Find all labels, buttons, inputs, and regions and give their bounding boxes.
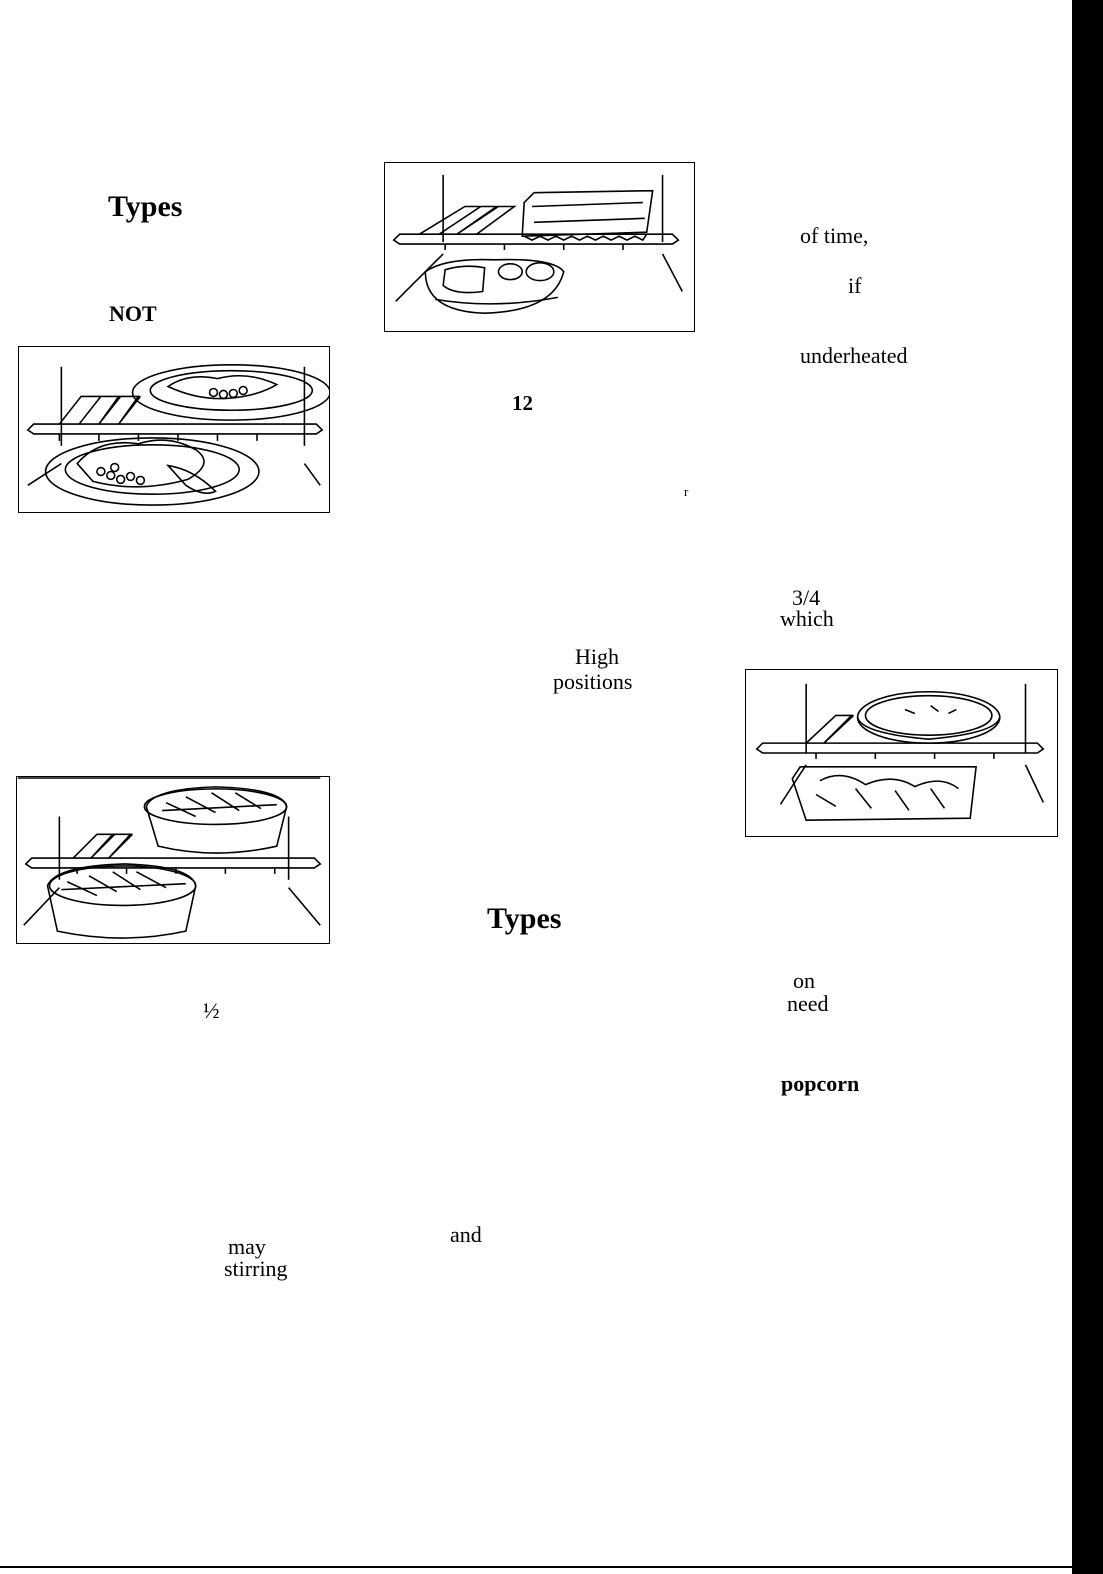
figure-pie-on-rack bbox=[745, 669, 1058, 837]
figure-plates-on-rack bbox=[18, 346, 330, 513]
if-word: if bbox=[848, 273, 862, 298]
of-time-phrase: of time, bbox=[800, 223, 869, 248]
stray-mark: r bbox=[684, 484, 689, 499]
types-heading-left: Types bbox=[108, 190, 183, 223]
bottom-rule bbox=[0, 1566, 1072, 1568]
plates-illustration bbox=[19, 347, 329, 512]
figure-tray-dinners-on-rack bbox=[384, 162, 695, 332]
high-word: High bbox=[575, 644, 619, 669]
not-label: NOT bbox=[109, 301, 157, 326]
may-word: may bbox=[228, 1234, 266, 1259]
three-quarters: 3/4 bbox=[792, 585, 821, 610]
figure-casseroles-on-rack bbox=[16, 776, 330, 944]
pie-illustration bbox=[746, 670, 1057, 836]
which-word: which bbox=[780, 606, 834, 631]
tray-dinners-illustration bbox=[385, 163, 694, 331]
page-edge-bar bbox=[1072, 0, 1103, 1574]
types-heading-center: Types bbox=[487, 902, 562, 935]
casseroles-illustration bbox=[17, 777, 329, 943]
positions-word: positions bbox=[553, 669, 633, 694]
popcorn-word: popcorn bbox=[781, 1071, 860, 1096]
twelve-number: 12 bbox=[512, 391, 533, 415]
on-word: on bbox=[793, 968, 815, 993]
stirring-word: stirring bbox=[224, 1256, 288, 1281]
half-fraction: ½ bbox=[203, 998, 220, 1023]
and-word: and bbox=[450, 1222, 482, 1247]
need-word: need bbox=[787, 991, 829, 1016]
underheated-word: underheated bbox=[800, 343, 908, 368]
